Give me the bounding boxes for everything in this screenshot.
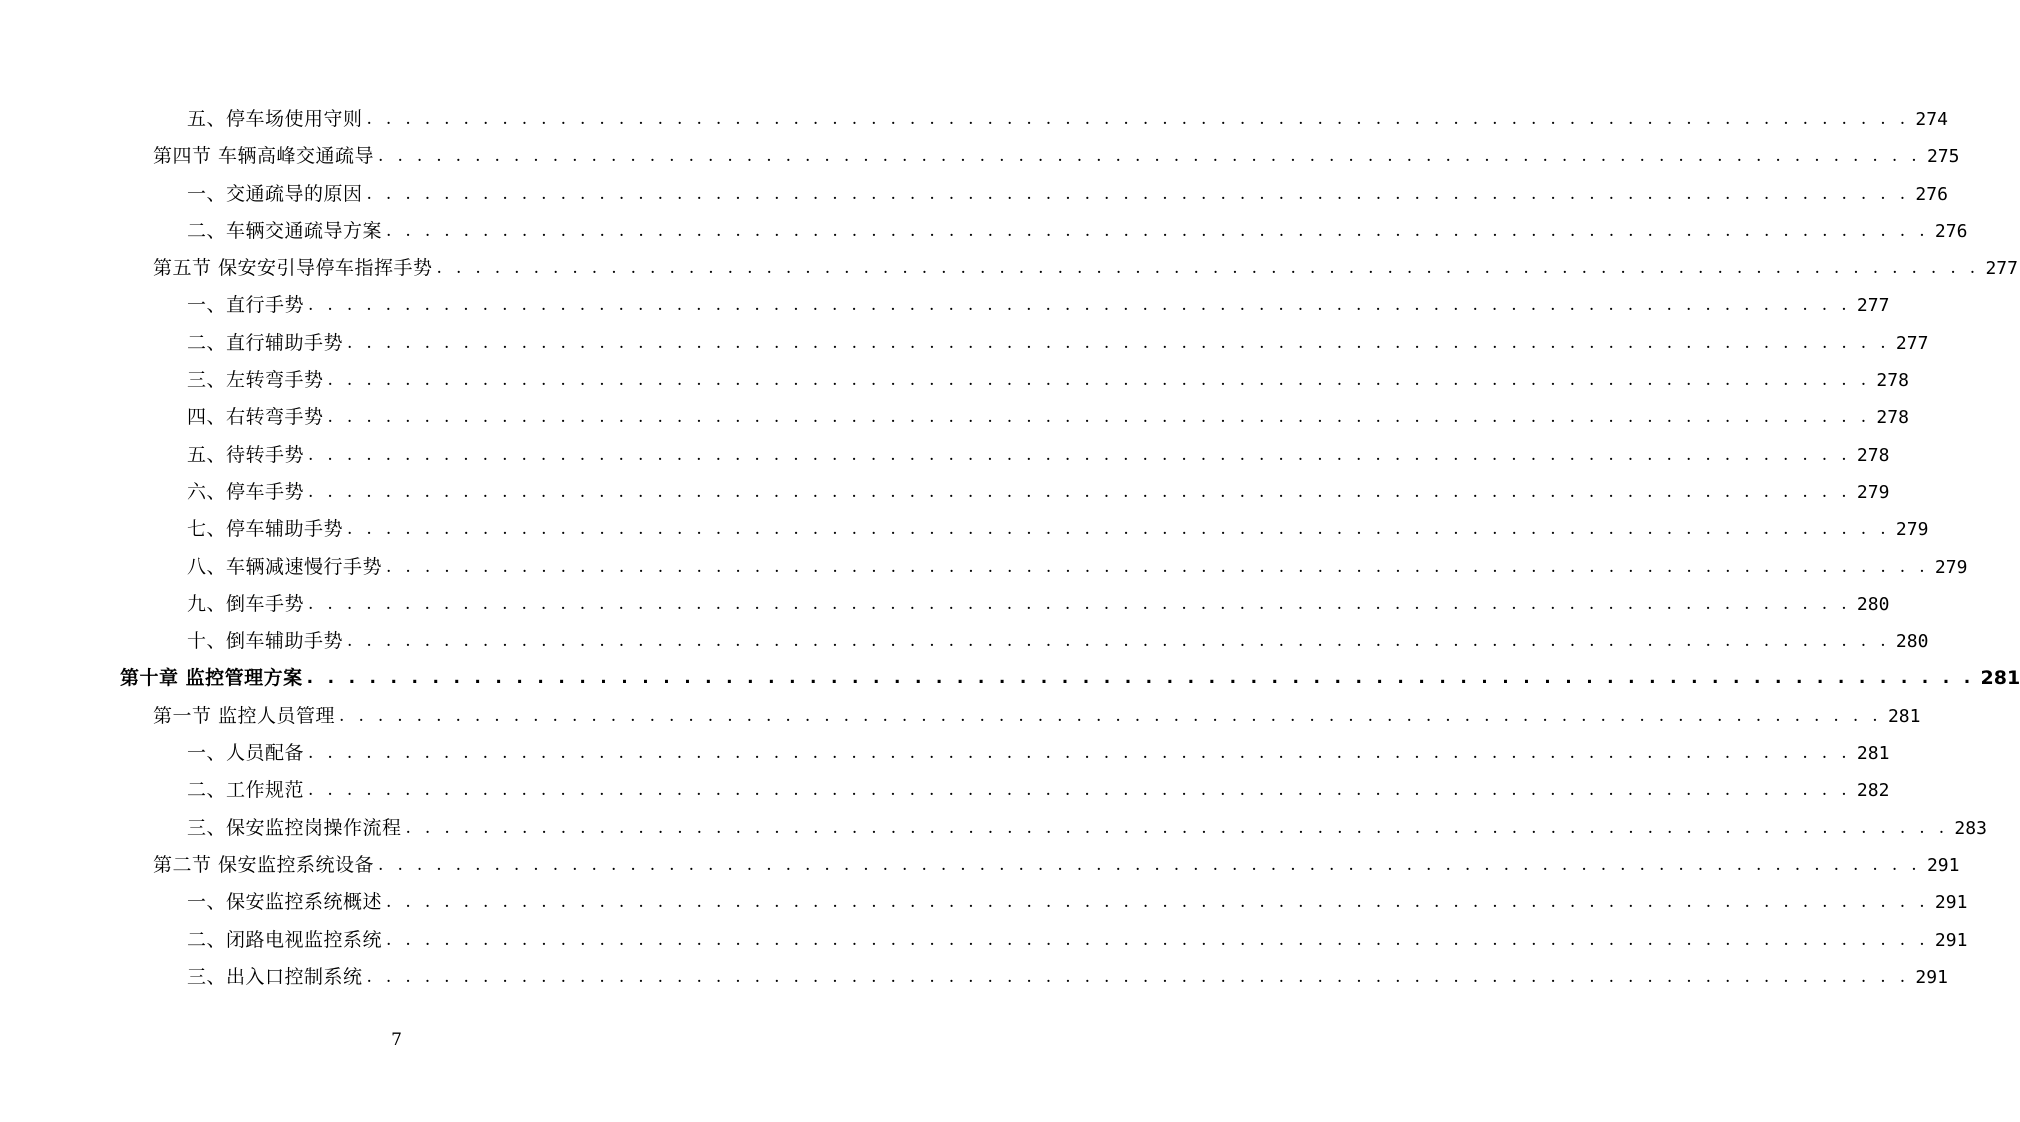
- toc-entry-title: 七、停车辅助手势: [187, 518, 344, 541]
- toc-dot-leader: . . . . . . . . . . . . . . . . . . . . . . . . . . . . . . . . . . . . . . . . . . . . . . . . . . . . . . . . . . . . . . . . . . . . . . . . . . . . . . . .: [366, 109, 1910, 129]
- toc-entry-page: 291: [1934, 892, 1968, 914]
- toc-entry-title: 三、左转弯手势: [187, 369, 324, 392]
- toc-entry-title: 二、车辆交通疏导方案: [187, 219, 383, 242]
- toc-section-entry: [0, 250, 2018, 287]
- toc-entry-page: 291: [1926, 854, 1960, 876]
- toc-dot-leader: . . . . . . . . . . . . . . . . . . . . . . . . . . . . . . . . . . . . . . . . . . . . . . . . . . . . . . . . . . . . . . . . . . . . . . . . . . . . . . . .: [308, 780, 1851, 801]
- toc-entry-page: 279: [1934, 556, 1968, 578]
- toc-entry-page: 276: [1934, 220, 1968, 242]
- toc-entry-title: 第一节 监控人员管理: [153, 704, 336, 727]
- toc-entry-title: 一、人员配备: [187, 742, 305, 765]
- toc-dot-leader: . . . . . . . . . . . . . . . . . . . . . . . . . . . . . . . . . . . . . . . . . . . . . . . . . . . . . . . . . . . . . . . . . . . . . . . . . . . . . . . .: [366, 966, 1910, 987]
- toc-dot-leader: . . . . . . . . . . . . . . . . . . . . . . . . . . . . . . . . . . . . . . . . . . . . . . . . . . . . . . . . . . . . . . . . . . . . . . . . . . . . . . . .: [306, 668, 1975, 689]
- toc-dot-leader: . . . . . . . . . . . . . . . . . . . . . . . . . . . . . . . . . . . . . . . . . . . . . . . . . . . . . . . . . . . . . . . . . . . . . . . . . . . . . . . .: [386, 929, 1929, 950]
- toc-dot-leader: . . . . . . . . . . . . . . . . . . . . . . . . . . . . . . . . . . . . . . . . . . . . . . . . . . . . . . . . . . . . . . . . . . . . . . . . . . . . . . . .: [436, 258, 1980, 279]
- toc-entry-title: 五、停车场使用守则: [187, 108, 363, 130]
- toc-subsection-entry: [0, 586, 1890, 623]
- toc-entry-page: 291: [1934, 929, 1968, 951]
- toc-entry-title: 六、停车手势: [187, 480, 305, 503]
- toc-entry-page: 277: [1985, 258, 2018, 280]
- toc-entry-page: 277: [1895, 332, 1929, 354]
- toc-subsection-entry: [0, 325, 1929, 362]
- toc-dot-leader: . . . . . . . . . . . . . . . . . . . . . . . . . . . . . . . . . . . . . . . . . . . . . . . . . . . . . . . . . . . . . . . . . . . . . . . . . . . . . . . .: [308, 444, 1851, 465]
- toc-subsection-entry: [0, 437, 1890, 474]
- toc-dot-leader: . . . . . . . . . . . . . . . . . . . . . . . . . . . . . . . . . . . . . . . . . . . . . . . . . . . . . . . . . . . . . . . . . . . . . . . . . . . . . . . .: [386, 892, 1929, 913]
- toc-entry-title: 四、右转弯手势: [187, 406, 324, 429]
- toc-dot-leader: . . . . . . . . . . . . . . . . . . . . . . . . . . . . . . . . . . . . . . . . . . . . . . . . . . . . . . . . . . . . . . . . . . . . . . . . . . . . . . . .: [308, 295, 1851, 316]
- toc-entry-title: 第五节 保安安引导停车指挥手势: [153, 257, 433, 280]
- toc-entry-page: 282: [1856, 780, 1890, 802]
- toc-entry-page: 279: [1895, 519, 1929, 541]
- toc-entry-page: 279: [1856, 481, 1890, 503]
- toc-entry-title: 九、倒车手势: [187, 592, 305, 615]
- toc-entry-page: 278: [1876, 407, 1909, 429]
- toc-entry-title: 第十章 监控管理方案: [120, 667, 303, 690]
- toc-entry-title: 一、保安监控系统概述: [187, 891, 383, 914]
- toc-dot-leader: . . . . . . . . . . . . . . . . . . . . . . . . . . . . . . . . . . . . . . . . . . . . . . . . . . . . . . . . . . . . . . . . . . . . . . . . . . . . . . . .: [339, 705, 1882, 726]
- toc-subsection-entry: [0, 884, 1968, 921]
- toc-dot-leader: . . . . . . . . . . . . . . . . . . . . . . . . . . . . . . . . . . . . . . . . . . . . . . . . . . . . . . . . . . . . . . . . . . . . . . . . . . . . . . . .: [308, 743, 1851, 764]
- toc-entry-page: 281: [1887, 705, 1921, 727]
- table-of-contents: [0, 101, 2020, 996]
- toc-entry-title: 一、交通疏导的原因: [187, 182, 363, 205]
- toc-dot-leader: . . . . . . . . . . . . . . . . . . . . . . . . . . . . . . . . . . . . . . . . . . . . . . . . . . . . . . . . . . . . . . . . . . . . . . . . . . . . . . . .: [327, 407, 1871, 428]
- toc-subsection-entry: [0, 959, 1948, 996]
- toc-section-entry: [0, 698, 1921, 735]
- toc-dot-leader: . . . . . . . . . . . . . . . . . . . . . . . . . . . . . . . . . . . . . . . . . . . . . . . . . . . . . . . . . . . . . . . . . . . . . . . . . . . . . . . .: [386, 556, 1929, 577]
- toc-subsection-entry: [0, 287, 1890, 324]
- toc-entry-page: 274: [1915, 109, 1948, 130]
- toc-dot-leader: . . . . . . . . . . . . . . . . . . . . . . . . . . . . . . . . . . . . . . . . . . . . . . . . . . . . . . . . . . . . . . . . . . . . . . . . . . . . . . . .: [378, 146, 1921, 167]
- toc-entry-title: 二、工作规范: [187, 779, 305, 802]
- toc-entry-page: 280: [1856, 593, 1890, 615]
- toc-entry-page: 275: [1926, 146, 1960, 168]
- toc-dot-leader: . . . . . . . . . . . . . . . . . . . . . . . . . . . . . . . . . . . . . . . . . . . . . . . . . . . . . . . . . . . . . . . . . . . . . . . . . . . . . . . .: [405, 817, 1949, 838]
- toc-subsection-entry: [0, 362, 1909, 399]
- toc-entry-page: 281: [1980, 667, 2020, 690]
- toc-dot-leader: . . . . . . . . . . . . . . . . . . . . . . . . . . . . . . . . . . . . . . . . . . . . . . . . . . . . . . . . . . . . . . . . . . . . . . . . . . . . . . . .: [366, 183, 1910, 204]
- toc-entry-title: 二、闭路电视监控系统: [187, 928, 383, 951]
- toc-section-entry: [0, 847, 1960, 884]
- toc-dot-leader: . . . . . . . . . . . . . . . . . . . . . . . . . . . . . . . . . . . . . . . . . . . . . . . . . . . . . . . . . . . . . . . . . . . . . . . . . . . . . . . .: [308, 593, 1851, 614]
- toc-entry-page: 276: [1915, 183, 1948, 205]
- toc-entry-page: 281: [1856, 743, 1890, 765]
- toc-entry-page: 278: [1876, 370, 1909, 392]
- toc-section-entry: [0, 138, 1960, 175]
- toc-dot-leader: . . . . . . . . . . . . . . . . . . . . . . . . . . . . . . . . . . . . . . . . . . . . . . . . . . . . . . . . . . . . . . . . . . . . . . . . . . . . . . . .: [347, 519, 1890, 540]
- toc-entry-title: 三、保安监控岗操作流程: [187, 816, 402, 839]
- toc-subsection-entry: [0, 922, 1968, 959]
- toc-subsection-entry: [0, 213, 1968, 250]
- toc-entry-page: 280: [1895, 631, 1929, 653]
- toc-dot-leader: . . . . . . . . . . . . . . . . . . . . . . . . . . . . . . . . . . . . . . . . . . . . . . . . . . . . . . . . . . . . . . . . . . . . . . . . . . . . . . . .: [378, 854, 1921, 875]
- toc-entry-page: 291: [1915, 966, 1948, 988]
- toc-subsection-entry: [0, 735, 1890, 772]
- toc-subsection-entry: [0, 511, 1929, 548]
- toc-chapter-entry: [0, 660, 2020, 697]
- toc-entry-title: 三、出入口控制系统: [187, 965, 363, 988]
- toc-entry-title: 五、待转手势: [187, 443, 305, 466]
- toc-entry-title: 八、车辆减速慢行手势: [187, 555, 383, 578]
- toc-entry-page: 283: [1954, 817, 1987, 839]
- toc-entry-title: 第四节 车辆高峰交通疏导: [153, 145, 375, 168]
- toc-entry-page: 278: [1856, 444, 1890, 466]
- page-number: 7: [391, 1030, 402, 1050]
- toc-subsection-entry: [0, 399, 1909, 436]
- toc-entry-title: 十、倒车辅助手势: [187, 630, 344, 653]
- toc-subsection-entry: [0, 176, 1948, 213]
- toc-subsection-entry: [0, 474, 1890, 511]
- toc-dot-leader: . . . . . . . . . . . . . . . . . . . . . . . . . . . . . . . . . . . . . . . . . . . . . . . . . . . . . . . . . . . . . . . . . . . . . . . . . . . . . . . .: [347, 332, 1890, 353]
- toc-dot-leader: . . . . . . . . . . . . . . . . . . . . . . . . . . . . . . . . . . . . . . . . . . . . . . . . . . . . . . . . . . . . . . . . . . . . . . . . . . . . . . . .: [347, 631, 1890, 652]
- toc-subsection-entry: [0, 623, 1929, 660]
- toc-entry-page: 277: [1856, 295, 1890, 317]
- toc-subsection-entry: [0, 101, 1948, 138]
- toc-subsection-entry: [0, 549, 1968, 586]
- toc-dot-leader: . . . . . . . . . . . . . . . . . . . . . . . . . . . . . . . . . . . . . . . . . . . . . . . . . . . . . . . . . . . . . . . . . . . . . . . . . . . . . . . .: [327, 370, 1871, 391]
- toc-subsection-entry: [0, 810, 1987, 847]
- toc-dot-leader: . . . . . . . . . . . . . . . . . . . . . . . . . . . . . . . . . . . . . . . . . . . . . . . . . . . . . . . . . . . . . . . . . . . . . . . . . . . . . . . .: [386, 220, 1929, 241]
- toc-entry-title: 第二节 保安监控系统设备: [153, 853, 375, 876]
- toc-entry-title: 一、直行手势: [187, 294, 305, 317]
- toc-entry-title: 二、直行辅助手势: [187, 331, 344, 354]
- toc-subsection-entry: [0, 772, 1890, 809]
- toc-dot-leader: . . . . . . . . . . . . . . . . . . . . . . . . . . . . . . . . . . . . . . . . . . . . . . . . . . . . . . . . . . . . . . . . . . . . . . . . . . . . . . . .: [308, 481, 1851, 502]
